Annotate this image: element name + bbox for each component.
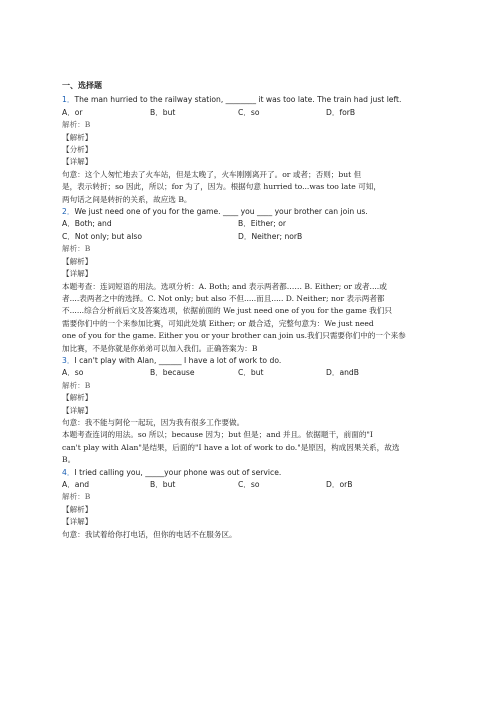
option-c: C．Not only; but also [62,231,143,241]
answer-line: 解析：B [62,492,91,502]
document-page [62,80,434,541]
detail-tag: 【详解】 [62,269,93,279]
analysis-tag: 【解析】 [62,393,93,403]
options-row [62,479,434,491]
option-c: C．but [238,368,264,378]
question-4 [62,467,434,541]
option-c: C．so [238,480,260,489]
fenxi-tag: 【分析】 [62,145,93,155]
options-row [62,107,434,119]
explanation-line: 本题考查连词的用法。so 所以；because 因为；but 但是；and 并且。依据题干，前面的"I [62,430,373,440]
option-d: D．andB [326,368,359,378]
option-d: D．forB [326,107,356,117]
options-row [62,231,434,243]
question-number: 4． [62,467,75,477]
options-row [62,367,434,379]
question-text: We just need one of you for the game. ____ you ____ your brother can join us. [74,207,368,217]
option-a: A．and [62,480,90,489]
explanation-line: 者....表两者之中的选择。C. Not only; but also 不但.....而且..... D. Neither; nor 表示两者都 [62,293,385,303]
explanation-line: 句意：我不能与阿伦一起玩，因为我有很多工作要做。 [62,417,245,427]
question-text: The man hurried to the railway station, ________ it was too late. The train had just left. [74,95,402,105]
section-title: 一、选择题 [62,81,102,90]
question-3 [62,355,434,467]
answer-line: 解析：B [62,120,91,130]
question-2 [62,206,434,355]
detail-tag: 【详解】 [62,157,93,167]
question-stem [62,94,434,106]
analysis-tag: 【解析】 [62,132,93,142]
question-number: 3． [62,355,75,365]
option-b: B．because [150,368,195,378]
question-stem [62,467,434,479]
options-row [62,218,434,230]
question-1 [62,94,434,206]
explanation-line: 需要你们中的一个来参加比赛，可知此处填 Either; or 最合适，完整句意为：We just need [62,318,374,328]
explanation-line: B。 [62,455,76,465]
question-text: I tried calling you, _____your phone was out of service. [74,467,282,477]
explanation-line: 两句话之间是转折的关系，故应选 B。 [62,194,192,204]
option-a: A．so [62,368,84,378]
option-d: D．orB [326,480,353,489]
explanation-line: 句意：我试着给你打电话，但你的电话不在服务区。 [62,529,237,539]
option-a: A．Both; and [62,219,112,229]
option-a: A．or [62,107,83,117]
detail-tag: 【详解】 [62,517,93,527]
analysis-tag: 【解析】 [62,504,93,514]
option-c: C．so [238,107,260,117]
explanation-line: one of you for the game. Either you or your brother can join us.我们只需要你们中的一个来参 [62,331,406,341]
question-stem [62,206,434,218]
question-number: 1． [62,95,75,105]
question-text: I can't play with Alan, ______ I have a lot of work to do. [74,355,282,365]
explanation-line: 句意：这个人匆忙地去了火车站，但是太晚了，火车刚刚离开了。or 或者；否则；but 但 [62,169,362,179]
option-b: B．but [150,480,176,489]
question-stem [62,355,434,367]
answer-line: 解析：B [62,244,91,254]
option-b: B．but [150,107,176,117]
question-number: 2． [62,207,75,217]
explanation-line: 本题考查：连词短语的用法。选项分析：A. Both; and 表示两者都…… B. Either; or 或者....或 [62,281,387,291]
analysis-tag: 【解析】 [62,256,93,266]
explanation-line: 不......综合分析前后文及答案选项，依据前面的 We just need one of you for the game 我们只 [62,306,392,316]
option-b: B．Either; or [238,219,287,229]
answer-line: 解析：B [62,380,91,390]
detail-tag: 【详解】 [62,405,93,415]
explanation-line: 是，表示转折；so 因此，所以；for 为了，因为。根据句意 hurried to...was too late 可知， [62,182,381,192]
explanation-line: can't play with Alan"是结果，后面的"I have a lot of work to do."是原因，构成因果关系，故选 [62,442,400,452]
option-d: D．Neither; norB [238,231,303,241]
explanation-line: 加比赛，不是你就是你弟弟可以加入我们。正确答案为：B [62,343,258,353]
